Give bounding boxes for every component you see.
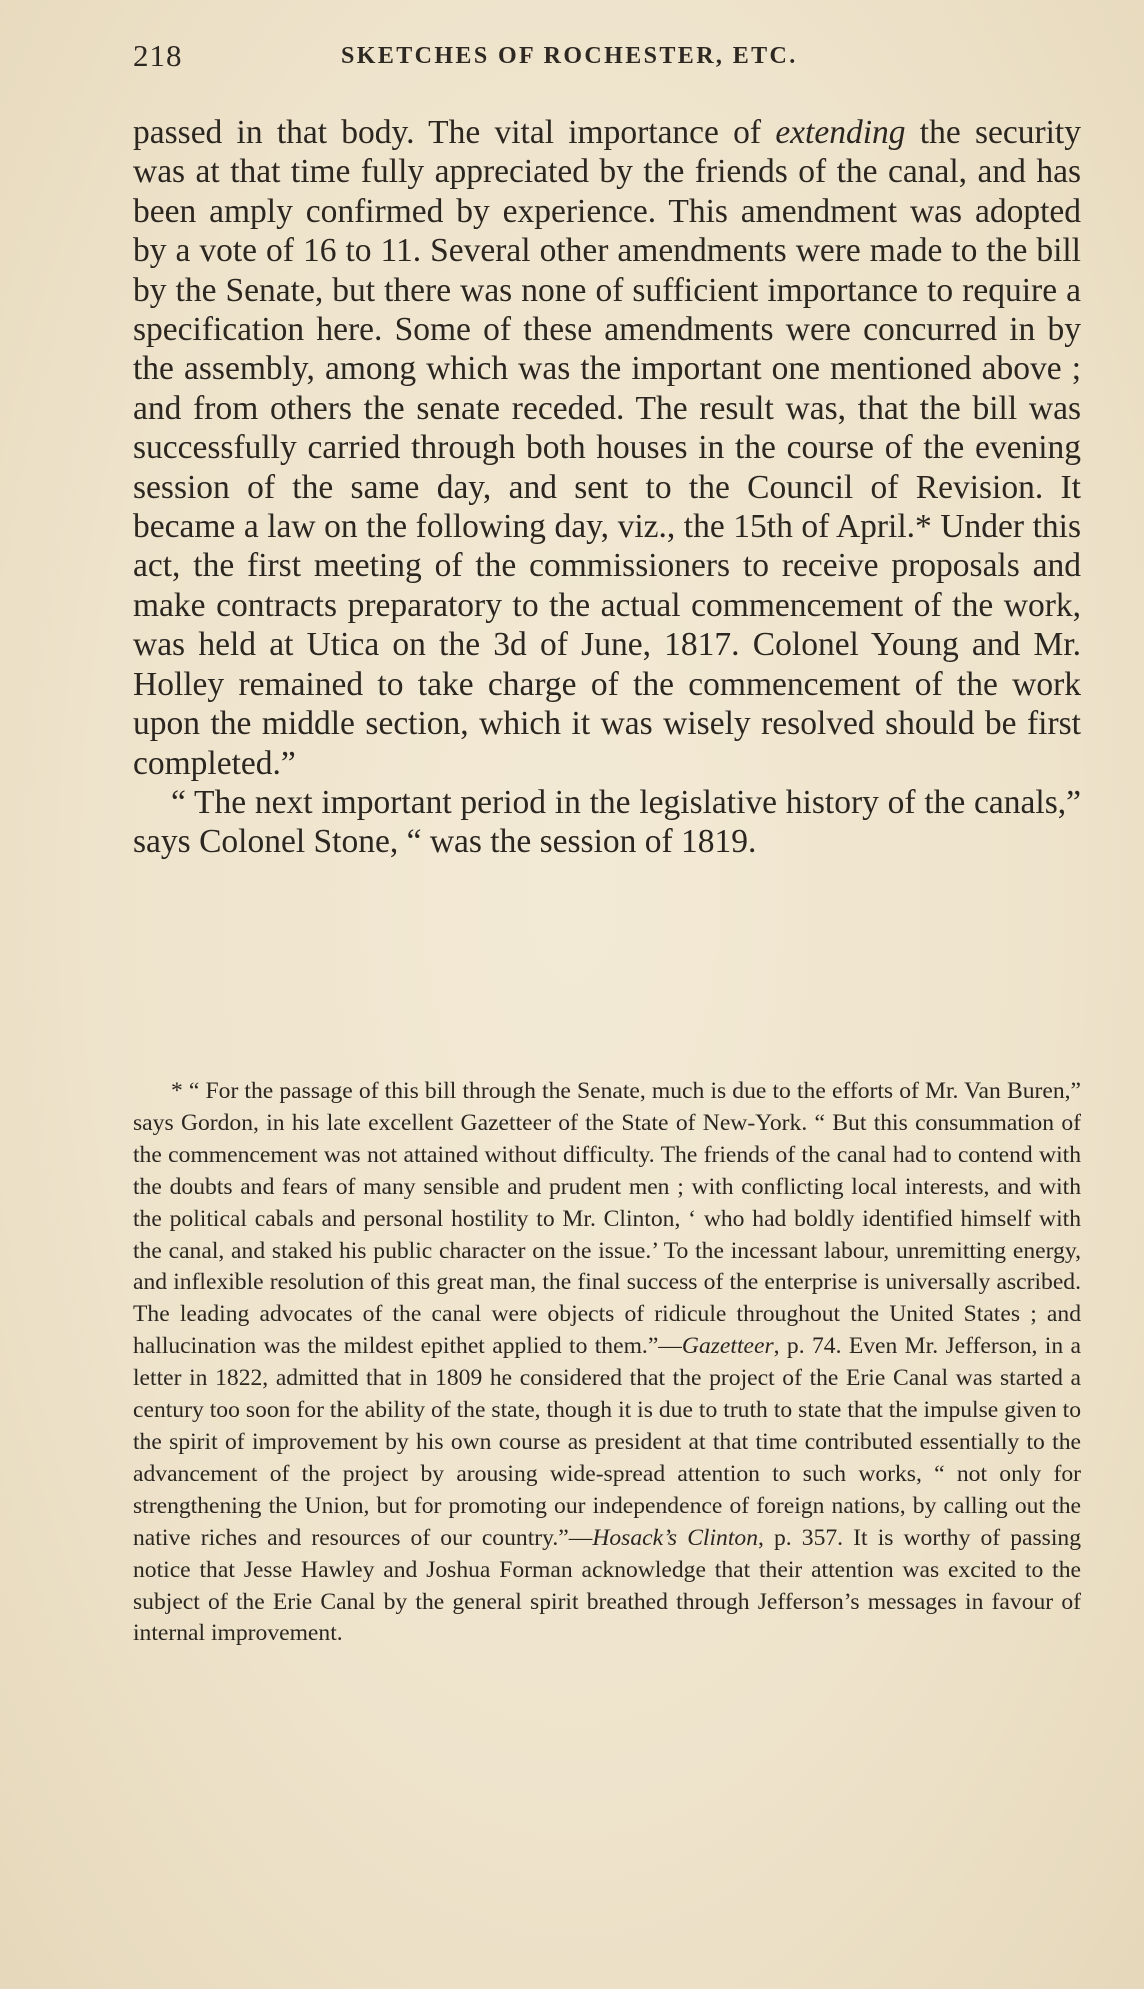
footnote-paragraph: [133, 1076, 1081, 1650]
footnote: [133, 1076, 1081, 1650]
paragraph-1-end: the security was at that time fully appreciated by the friends of the canal, and has been amply confirmed by experience. This amendment was adopted by a vote of 16 to 11. Several other amendments were made to the bill by the Senate, but there was none of sufficient importance to require a specification here. Some of these amendments were concurred in by the assembly, among which was the important one mentioned above ; and from others the senate receded. The result was, that the bill was successfully carried through both houses in the course of the evening session of the same day, and sent to the Council of Revision. It became a law on the following day, viz., the 15th of April.* Under this act, the first meeting of the commissioners to receive proposals and make contracts preparatory to the actual commencement of the work, was held at Utica on the 3d of June, 1817. Colonel Young and Mr. Holley remained to take charge of the commencement of the work upon the middle section, which it was wisely resolved should be first completed.”: [133, 114, 1081, 782]
footnote-part-3: , p. 357. It is worthy of passing notice that Jesse Hawley and Joshua Forman acknowledge that their attention was excited to the subject of the Erie Canal by the general spirit breathed through Jefferson’s messages in favour of internal improvement.: [133, 1524, 1081, 1647]
paragraph-1-start: passed in that body. The vital importance of: [133, 114, 776, 151]
paragraph-1: [133, 113, 1081, 783]
page-number: 218: [133, 38, 183, 73]
paragraph-2: “ The next important period in the legislative history of the canals,” says Colonel Stone, “ was the session of 1819.: [133, 783, 1081, 861]
footnote-part-2: , p. 74. Even Mr. Jefferson, in a letter in 1822, admitted that in 1809 he considered that the project of the Erie Canal was started a century too soon for the ability of the state, though it is due to truth to state that the impulse given to the spirit of improvement by his own course as president at that time contributed essentially to the advancement of the project by arousing wide-spread attention to such works, “ not only for strengthening the Union, but for promoting our independence of foreign nations, by calling out the native riches and resources of our country.”—: [133, 1333, 1081, 1551]
footnote-citation-hosack: Hosack’s Clinton: [592, 1524, 758, 1551]
footnote-part-1: * “ For the passage of this bill through the Senate, much is due to the efforts of Mr. Van Buren,” says Gordon, in his late excellent Gazetteer of the State of New-York. “ But this consummation of the commencement was not attained without difficulty. The friends of the canal had to contend with the doubts and fears of many sensible and prudent men ; with conflicting local interests, and with the political cabals and personal hostility to Mr. Clinton, ‘ who had boldly identified himself with the canal, and staked his public character on the issue.’ To the incessant labour, unremitting energy, and inflexible resolution of this great man, the final success of the enterprise is universally ascribed. The leading advocates of the canal were objects of ridicule throughout the United States ; and hallucination was the mildest epithet applied to them.”—: [133, 1078, 1081, 1360]
paragraph-1-emphasis: extending: [775, 114, 906, 151]
footnote-citation-gazetteer: Gazetteer: [681, 1333, 774, 1360]
running-head: SKETCHES OF ROCHESTER, ETC.: [341, 43, 798, 69]
main-text: [133, 113, 1081, 862]
page-header: [133, 38, 1083, 78]
